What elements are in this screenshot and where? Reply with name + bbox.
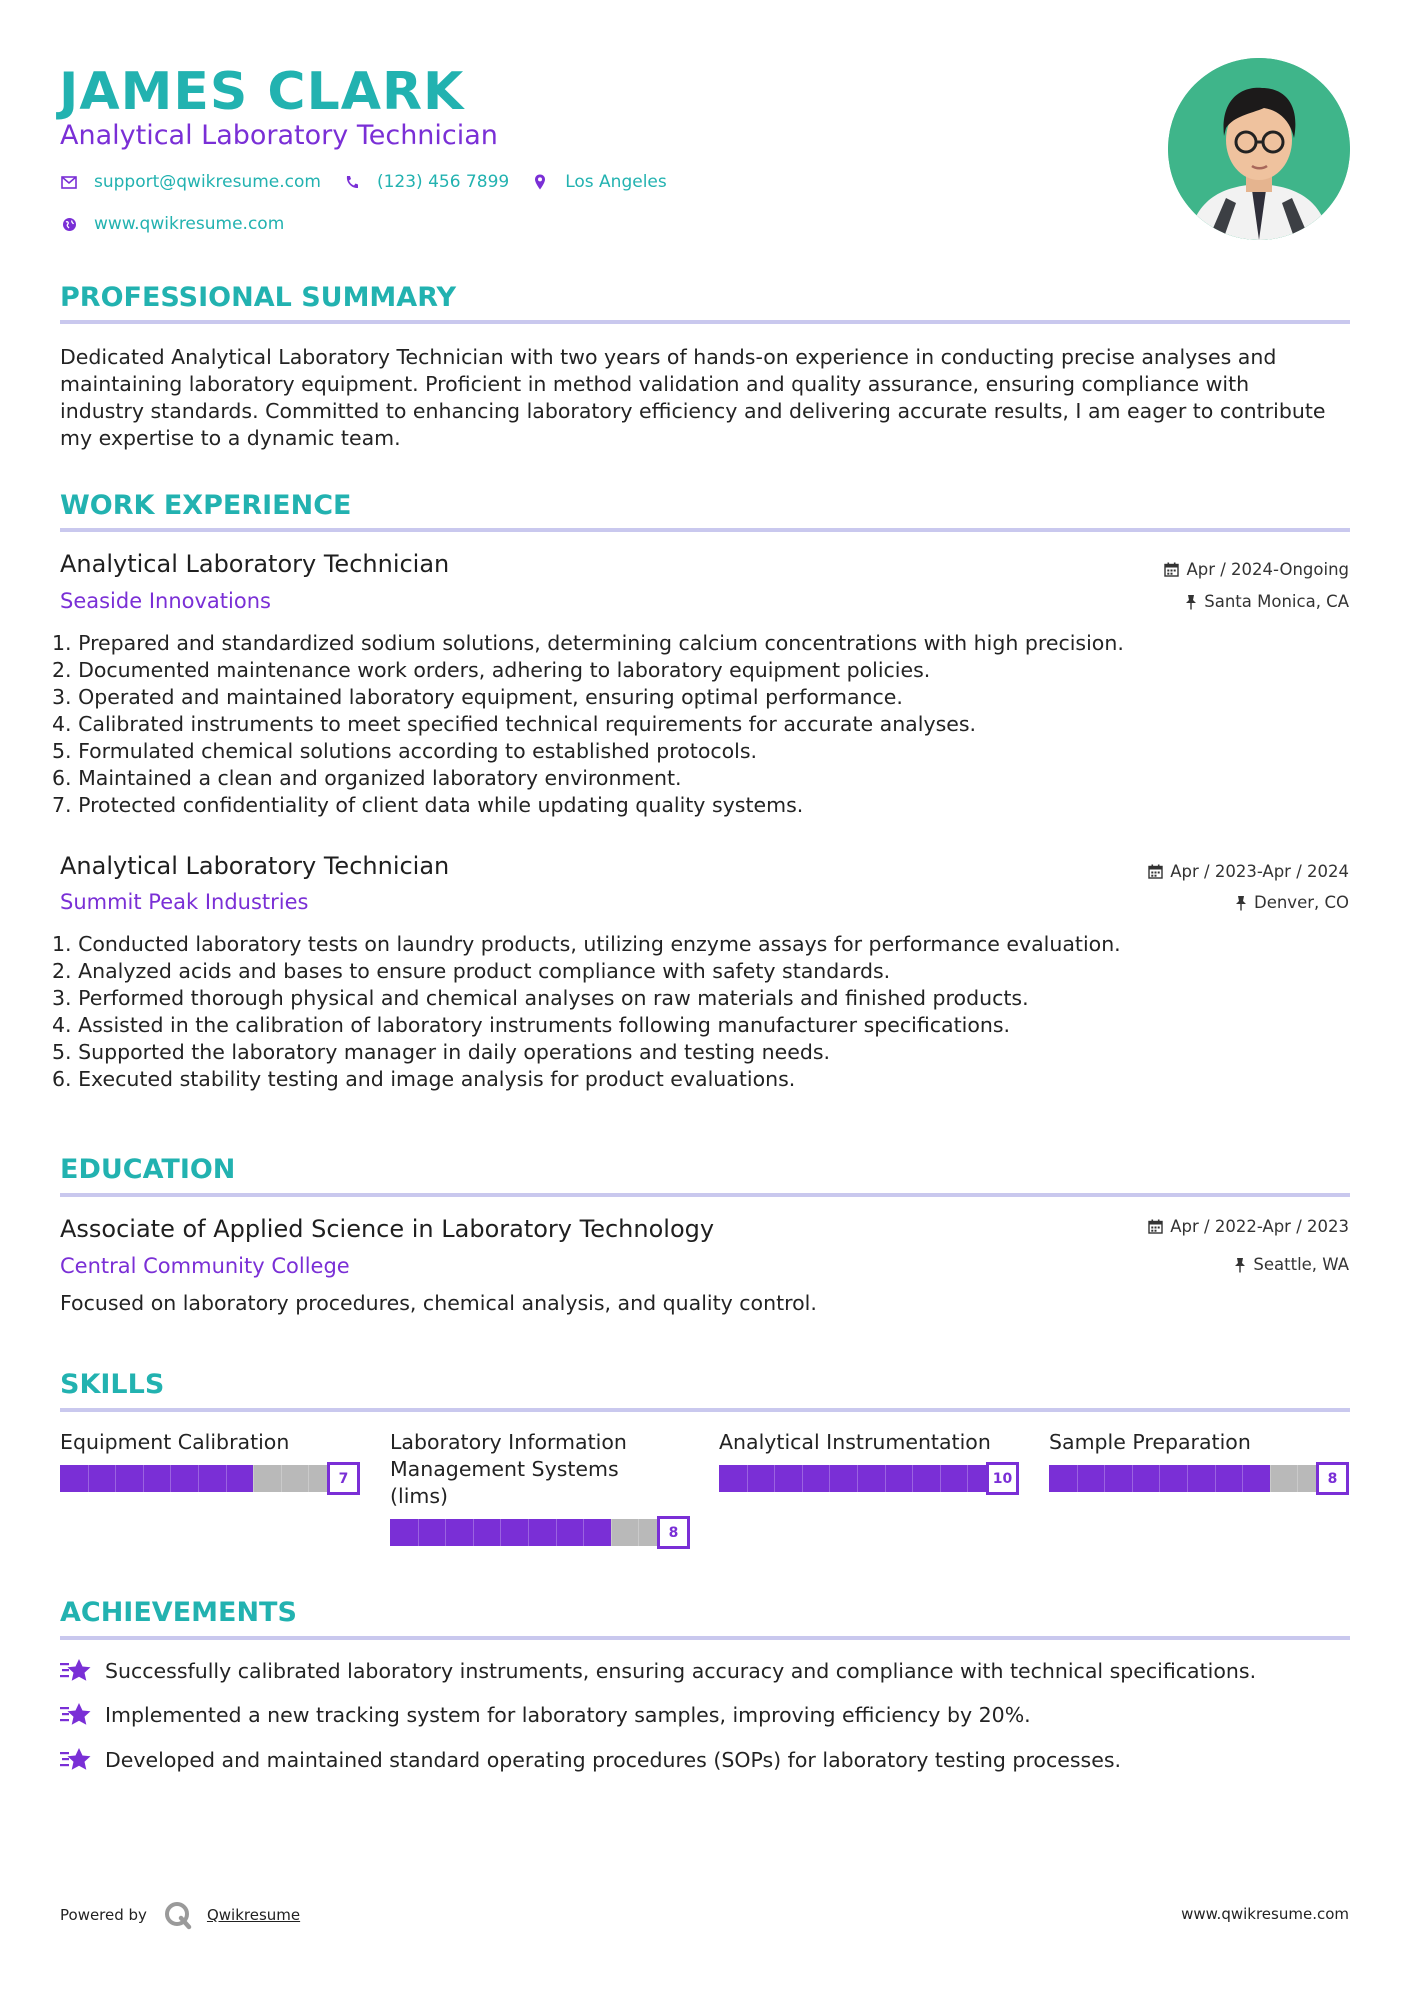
skill-segment-divider bbox=[857, 1465, 858, 1492]
summary-line: industry standards. Committed to enhancing laboratory efficiency and delivering accurate results, I am eager to contribute bbox=[60, 399, 1326, 423]
school-name: Central Community College bbox=[60, 1254, 350, 1278]
skill-segment-divider bbox=[1215, 1465, 1216, 1492]
achievement-item bbox=[60, 1746, 1121, 1774]
experience-divider bbox=[60, 528, 1350, 532]
candidate-title: Analytical Laboratory Technician bbox=[60, 120, 498, 151]
achievement-text: Developed and maintained standard operating procedures (SOPs) for laboratory testing processes. bbox=[105, 1748, 1122, 1772]
skill-segment-divider bbox=[445, 1519, 446, 1546]
summary-divider bbox=[60, 320, 1350, 324]
job-title: Analytical Laboratory Technician bbox=[60, 852, 450, 880]
phone-icon bbox=[343, 173, 361, 191]
skill-segment-divider bbox=[1104, 1465, 1105, 1492]
job-dates bbox=[1148, 862, 1349, 881]
achievement-text: Implemented a new tracking system for laboratory samples, improving efficiency by 20%. bbox=[105, 1703, 1031, 1727]
skill-segment-divider bbox=[253, 1465, 254, 1492]
skill-segment-divider bbox=[747, 1465, 748, 1492]
skill-bar bbox=[1049, 1462, 1349, 1492]
skill-segment-divider bbox=[774, 1465, 775, 1492]
skill-segment-divider bbox=[115, 1465, 116, 1492]
education-description: Focused on laboratory procedures, chemical analysis, and quality control. bbox=[60, 1291, 817, 1315]
skill-segment-divider bbox=[198, 1465, 199, 1492]
brand-link[interactable]: Qwikresume bbox=[206, 1906, 301, 1924]
candidate-name: JAMES CLARK bbox=[59, 62, 465, 122]
skill-segment-divider bbox=[829, 1465, 830, 1492]
website-link[interactable]: www.qwikresume.com bbox=[94, 214, 285, 234]
education-dates-text: Apr / 2022-Apr / 2023 bbox=[1170, 1217, 1349, 1236]
calendar-icon bbox=[1148, 864, 1163, 879]
skill-segment-divider bbox=[802, 1465, 803, 1492]
pushpin-icon bbox=[1235, 895, 1247, 911]
skill-segment-divider bbox=[528, 1519, 529, 1546]
calendar-icon bbox=[1164, 562, 1179, 577]
skill-name: Sample Preparation bbox=[1049, 1430, 1251, 1454]
job-dates-text: Apr / 2024-Ongoing bbox=[1186, 560, 1349, 579]
list-item: 5. Supported the laboratory manager in daily operations and testing needs. bbox=[52, 1040, 831, 1064]
skill-segment-divider bbox=[170, 1465, 171, 1492]
skill-score: 10 bbox=[986, 1462, 1019, 1495]
education-location bbox=[1234, 1255, 1349, 1274]
skill-name: Equipment Calibration bbox=[60, 1430, 290, 1454]
skill-segment-divider bbox=[143, 1465, 144, 1492]
skill-score: 7 bbox=[327, 1462, 360, 1495]
skill-segment-divider bbox=[308, 1465, 309, 1492]
skill-item bbox=[390, 1429, 690, 1546]
list-item: 4. Assisted in the calibration of laboratory instruments following manufacturer specifications. bbox=[52, 1013, 1011, 1037]
achievement-text: Successfully calibrated laboratory instruments, ensuring accuracy and compliance with technical specifications. bbox=[105, 1659, 1257, 1683]
summary-line: maintaining laboratory equipment. Proficient in method validation and quality assurance, ensuring compliance with bbox=[60, 372, 1250, 396]
star-icon bbox=[60, 1657, 92, 1685]
skill-segment-divider bbox=[281, 1465, 282, 1492]
achievement-item bbox=[60, 1657, 1256, 1685]
summary-heading: PROFESSIONAL SUMMARY bbox=[60, 282, 457, 313]
skill-name: Laboratory Information Management Systems (lims) bbox=[390, 1430, 627, 1508]
list-item: 2. Documented maintenance work orders, adhering to laboratory equipment policies. bbox=[52, 658, 931, 682]
list-item: 1. Conducted laboratory tests on laundry products, utilizing enzyme assays for performance evaluation. bbox=[52, 932, 1121, 956]
skill-segment-divider bbox=[967, 1465, 968, 1492]
skill-segment-divider bbox=[1297, 1465, 1298, 1492]
job-dates bbox=[1164, 560, 1349, 579]
skill-segment-divider bbox=[885, 1465, 886, 1492]
calendar-icon bbox=[1148, 1219, 1163, 1234]
education-heading: EDUCATION bbox=[60, 1154, 236, 1185]
skill-segment-divider bbox=[1159, 1465, 1160, 1492]
star-icon bbox=[60, 1746, 92, 1774]
achievement-item bbox=[60, 1701, 1031, 1729]
summary-line: my expertise to a dynamic team. bbox=[60, 426, 401, 450]
skill-item bbox=[60, 1429, 360, 1492]
education-dates bbox=[1148, 1217, 1349, 1236]
job-dates-text: Apr / 2023-Apr / 2024 bbox=[1170, 862, 1349, 881]
pushpin-icon bbox=[1185, 594, 1197, 610]
skill-segment-divider bbox=[226, 1465, 227, 1492]
qwikresume-logo-icon bbox=[163, 1900, 193, 1930]
email-link[interactable]: support@qwikresume.com bbox=[94, 172, 321, 192]
list-item: 7. Protected confidentiality of client data while updating quality systems. bbox=[52, 793, 804, 817]
location-pin-icon bbox=[531, 173, 549, 191]
email-icon bbox=[60, 173, 78, 191]
list-item: 2. Analyzed acids and bases to ensure product compliance with safety standards. bbox=[52, 959, 891, 983]
footer bbox=[60, 1900, 300, 1930]
skill-segment-divider bbox=[583, 1519, 584, 1546]
education-location-text: Seattle, WA bbox=[1253, 1255, 1349, 1274]
phone-text: (123) 456 7899 bbox=[376, 172, 510, 192]
profile-photo bbox=[1168, 58, 1350, 240]
degree-title: Associate of Applied Science in Laboratory Technology bbox=[60, 1215, 715, 1243]
summary-text bbox=[60, 344, 1360, 452]
skill-bar bbox=[60, 1462, 360, 1492]
skill-segment-divider bbox=[912, 1465, 913, 1492]
company-name: Seaside Innovations bbox=[60, 589, 271, 613]
skill-segment-divider bbox=[1242, 1465, 1243, 1492]
skill-item bbox=[719, 1429, 1019, 1492]
skill-segment-divider bbox=[1132, 1465, 1133, 1492]
education-divider bbox=[60, 1193, 1350, 1197]
job-location-text: Denver, CO bbox=[1253, 893, 1349, 912]
pushpin-icon bbox=[1234, 1257, 1246, 1273]
skill-item bbox=[1049, 1429, 1349, 1492]
list-item: 6. Executed stability testing and image analysis for product evaluations. bbox=[52, 1067, 796, 1091]
experience-heading: WORK EXPERIENCE bbox=[60, 490, 352, 521]
job-location bbox=[1185, 592, 1349, 611]
location-text: Los Angeles bbox=[565, 172, 667, 192]
skill-segment-divider bbox=[500, 1519, 501, 1546]
list-item: 5. Formulated chemical solutions according to established protocols. bbox=[52, 739, 758, 763]
list-item: 1. Prepared and standardized sodium solutions, determining calcium concentrations with high precision. bbox=[52, 631, 1124, 655]
list-item: 3. Performed thorough physical and chemical analyses on raw materials and finished products. bbox=[52, 986, 1029, 1010]
footer-website[interactable]: www.qwikresume.com bbox=[1181, 1905, 1349, 1923]
job-bullets bbox=[52, 931, 1121, 1093]
skill-score: 8 bbox=[1316, 1462, 1349, 1495]
company-name: Summit Peak Industries bbox=[60, 890, 309, 914]
skill-bar bbox=[390, 1516, 690, 1546]
skill-bar bbox=[719, 1462, 1019, 1492]
contact-row bbox=[60, 172, 689, 192]
skill-segment-divider bbox=[1187, 1465, 1188, 1492]
achievements-divider bbox=[60, 1636, 1350, 1640]
skill-segment-divider bbox=[940, 1465, 941, 1492]
skill-segment-divider bbox=[418, 1519, 419, 1546]
skill-segment-divider bbox=[638, 1519, 639, 1546]
star-icon bbox=[60, 1701, 92, 1729]
list-item: 3. Operated and maintained laboratory equipment, ensuring optimal performance. bbox=[52, 685, 903, 709]
achievements-heading: ACHIEVEMENTS bbox=[60, 1597, 297, 1628]
skills-divider bbox=[60, 1408, 1350, 1412]
list-item: 6. Maintained a clean and organized laboratory environment. bbox=[52, 766, 682, 790]
skill-segment-divider bbox=[473, 1519, 474, 1546]
skill-segment-divider bbox=[611, 1519, 612, 1546]
summary-line: Dedicated Analytical Laboratory Technician with two years of hands-on experience in conducting precise analyses and bbox=[60, 345, 1277, 369]
list-item: 4. Calibrated instruments to meet specified technical requirements for accurate analyses. bbox=[52, 712, 977, 736]
skill-segment-divider bbox=[88, 1465, 89, 1492]
job-location bbox=[1235, 893, 1349, 912]
job-bullets bbox=[52, 630, 1124, 819]
skill-score: 8 bbox=[657, 1516, 690, 1549]
website-row bbox=[60, 214, 306, 234]
powered-by-label: Powered by bbox=[60, 1906, 147, 1924]
skill-segment-divider bbox=[1077, 1465, 1078, 1492]
globe-icon bbox=[60, 215, 78, 233]
skills-heading: SKILLS bbox=[60, 1369, 165, 1400]
skill-segment-divider bbox=[556, 1519, 557, 1546]
job-title: Analytical Laboratory Technician bbox=[60, 550, 450, 578]
job-location-text: Santa Monica, CA bbox=[1204, 592, 1349, 611]
skill-name: Analytical Instrumentation bbox=[719, 1430, 991, 1454]
skill-segment-divider bbox=[1270, 1465, 1271, 1492]
